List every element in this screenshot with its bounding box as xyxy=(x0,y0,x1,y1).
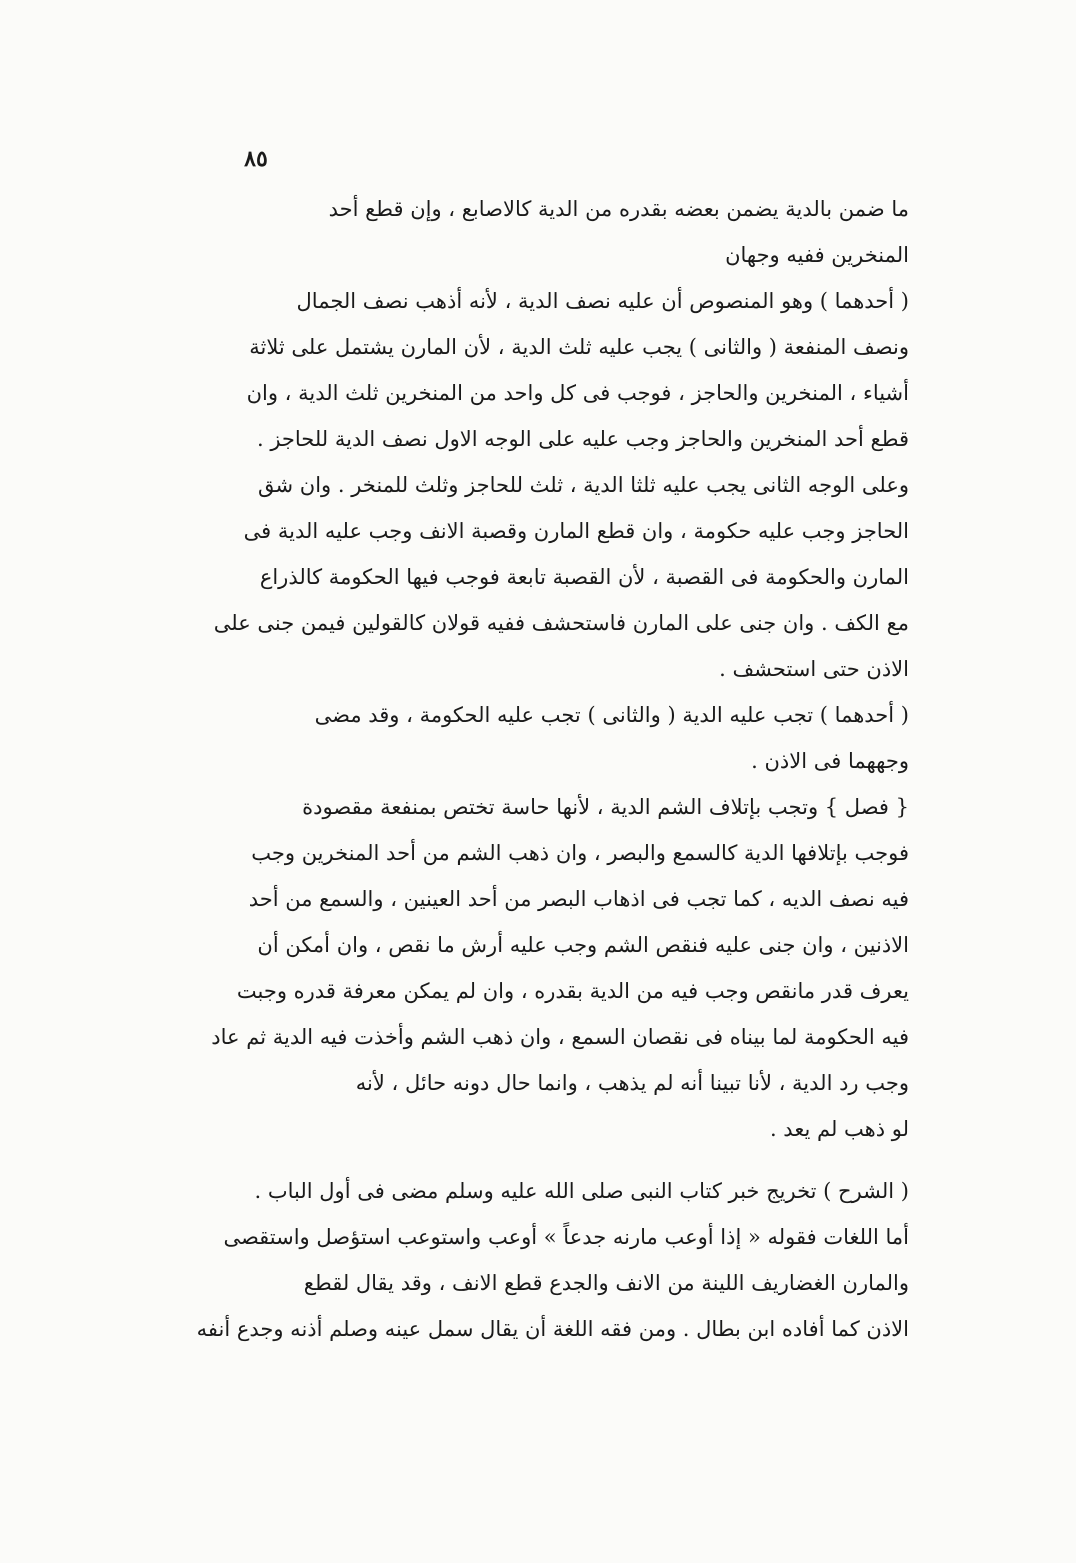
text-line: فيه الحكومة لما بيناه فى نقصان السمع ، وان ذهب الشم وأخذت فيه الدية ثم عاد xyxy=(211,1025,909,1049)
text-line: المنخرين ففيه وجهان xyxy=(725,243,909,267)
text-line: فيه نصف الديه ، كما تجب فى اذهاب البصر من أحد العينين ، والسمع من أحد xyxy=(248,887,909,911)
text-line: قطع أحد المنخرين والحاجز وجب عليه على الوجه الاول نصف الدية للحاجز . xyxy=(256,427,909,451)
text-line: وجههما فى الاذن . xyxy=(751,749,909,773)
text-line: وعلى الوجه الثانى يجب عليه ثلثا الدية ، ثلث للحاجز وثلث للمنخر . وان شق xyxy=(258,473,909,497)
text-line: أشياء ، المنخرين والحاجز ، فوجب فى كل واحد من المنخرين ثلث الدية ، وان xyxy=(246,381,909,405)
text-line: الاذن كما أفاده ابن بطال . ومن فقه اللغة أن يقال سمل عينه وصلم أذنه وجدع أنفه xyxy=(196,1317,909,1341)
text-line: الحاجز وجب عليه حكومة ، وان قطع المارن وقصبة الانف وجب عليه الدية فى xyxy=(243,519,909,543)
text-line: الاذن حتى استحشف . xyxy=(719,657,909,681)
text-line: { فصل } وتجب بإتلاف الشم الدية ، لأنها حاسة تختص بمنفعة مقصودة xyxy=(302,795,909,819)
text-line: المارن والحكومة فى القصبة ، لأن القصبة تابعة فوجب فيها الحكومة كالذراع xyxy=(259,565,909,589)
text-line: لو ذهب لم يعد . xyxy=(769,1117,909,1141)
text-line: والمارن الغضاريف اللينة من الانف والجدع قطع الانف ، وقد يقال لقطع xyxy=(303,1271,909,1295)
text-line: يعرف قدر مانقص وجب فيه من الدية بقدره ، وان لم يمكن معرفة قدره وجبت xyxy=(236,979,909,1003)
text-line: ونصف المنفعة ( والثانى ) يجب عليه ثلث الدية ، لأن المارن يشتمل على ثلاثة xyxy=(249,335,909,359)
text-line: فوجب بإتلافها الدية كالسمع والبصر ، وان ذهب الشم من أحد المنخرين وجب xyxy=(251,841,909,865)
text-line: ( أحدهما ) وهو المنصوص أن عليه نصف الدية ، لأنه أذهب نصف الجمال xyxy=(296,289,909,313)
text-line: ما ضمن بالدية يضمن بعضه بقدره من الدية كالاصابع ، وإن قطع أحد xyxy=(328,197,909,221)
text-line: وجب رد الدية ، لأنا تبينا أنه لم يذهب ، وانما حال دونه حائل ، لأنه xyxy=(355,1071,909,1095)
text-line: الاذنين ، وان جنى عليه فنقص الشم وجب عليه أرش ما نقص ، وان أمكن أن xyxy=(257,933,909,957)
page-number: ٨٥ xyxy=(244,146,268,172)
text-line: ( أحدهما ) تجب عليه الدية ( والثانى ) تجب عليه الحكومة ، وقد مضى xyxy=(314,703,909,727)
body-text xyxy=(191,186,909,1352)
text-line: ( الشرح ) تخريج خبر كتاب النبى صلى الله عليه وسلم مضى فى أول الباب . xyxy=(254,1179,909,1203)
text-line: مع الكف . وان جنى على المارن فاستحشف ففيه قولان كالقولين فيمن جنى على xyxy=(213,611,909,635)
text-line: أما اللغات فقوله « إذا أوعب مارنه جدعاً » أوعب واستوعب استؤصل واستقصى xyxy=(223,1225,909,1249)
